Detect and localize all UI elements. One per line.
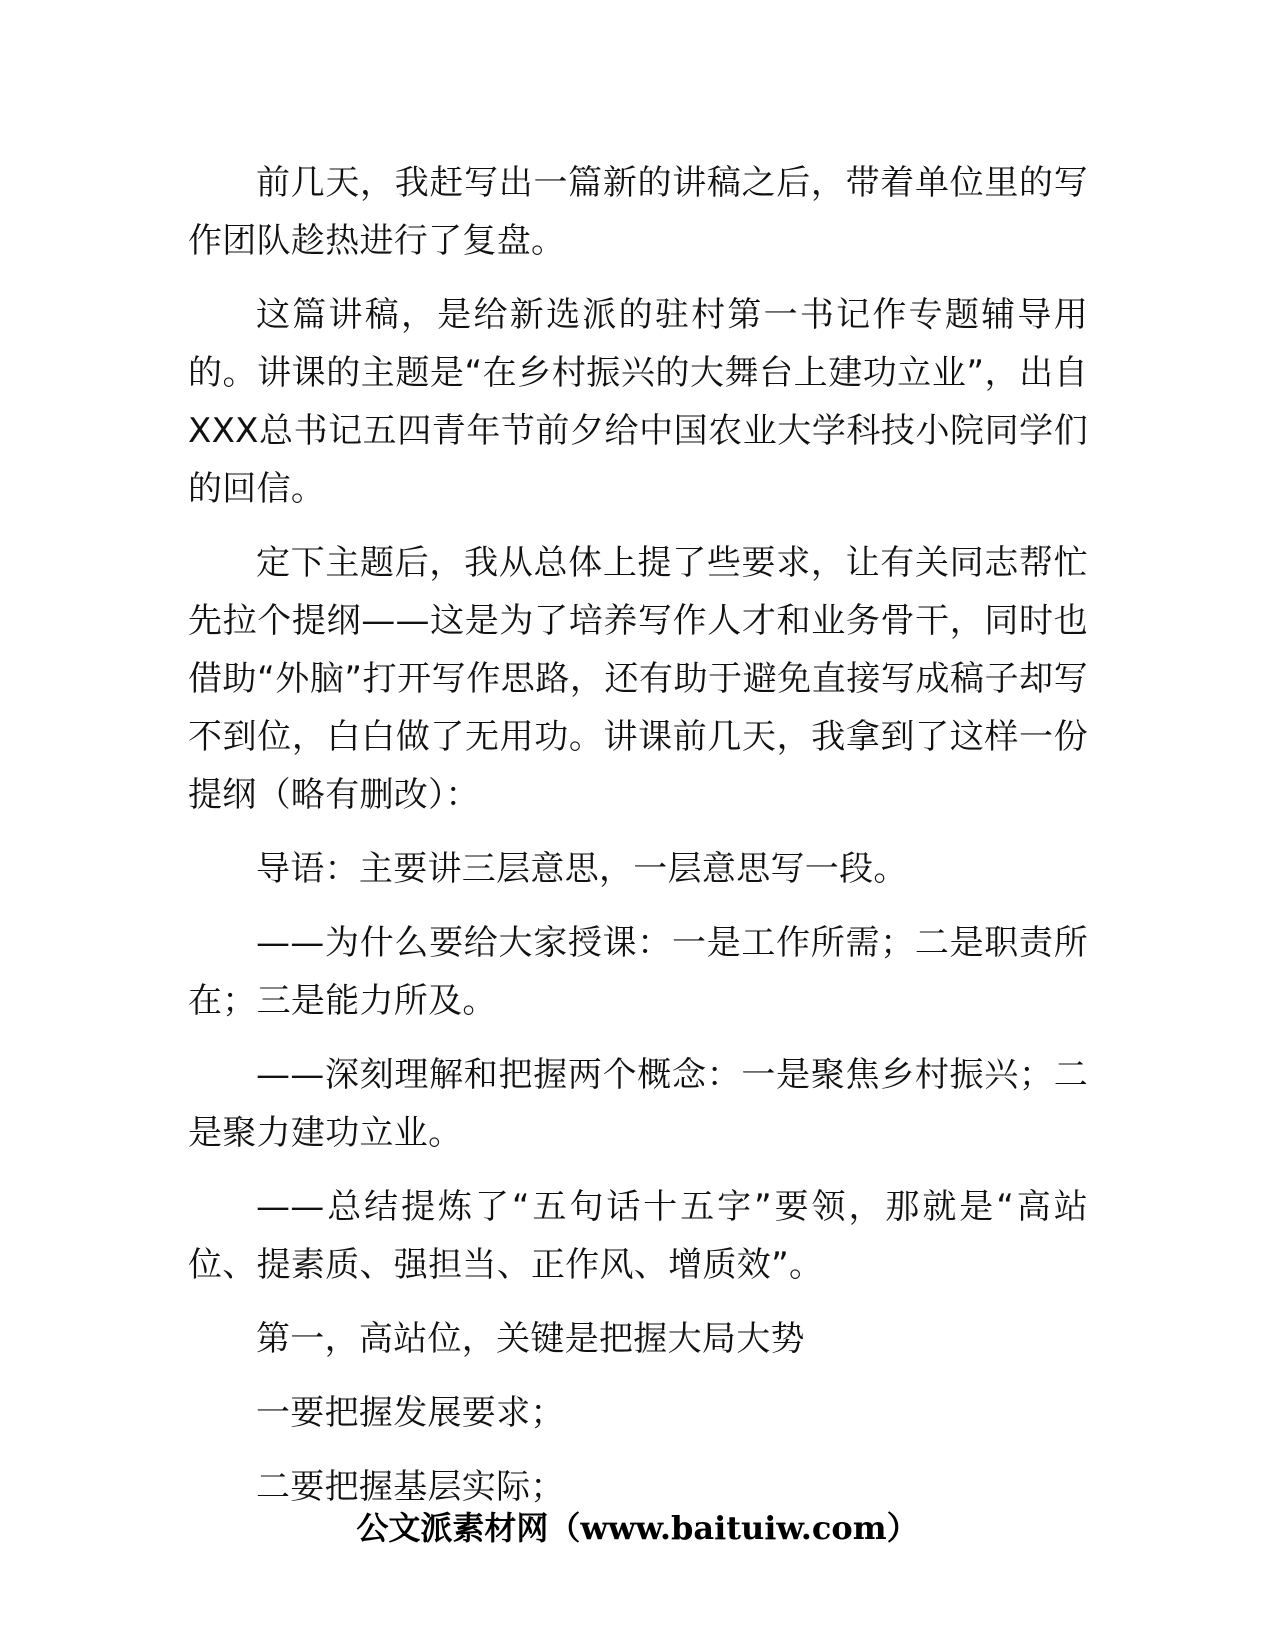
paragraph-outline-request: 定下主题后，我从总体上提了些要求，让有关同志帮忙先拉个提纲——这是为了培养写作人才和业务骨干，同时也借助“外脑”打开写作思路，还有助于避免直接写成稿子却写不到位，白白做了无用功。讲课前几天，我拿到了这样一份提纲（略有删改）： <box>188 543 1088 815</box>
footer-watermark: 公文派素材网（www.baituiw.com） <box>356 1509 919 1547</box>
paragraph-review-intro: 前几天，我赶写出一篇新的讲稿之后，带着单位里的写作团队趁热进行了复盘。 <box>188 163 1088 261</box>
paragraph-section-one-heading: 第一，高站位，关键是把握大局大势 <box>256 1319 805 1359</box>
paragraph-lead-in: 导语：主要讲三层意思，一层意思写一段。 <box>256 849 908 889</box>
paragraph-point-one: 一要把握发展要求； <box>256 1393 565 1433</box>
paragraph-two-concepts: ——深刻理解和把握两个概念：一是聚焦乡村振兴；二是聚力建功立业。 <box>188 1055 1088 1153</box>
paragraph-lecture-theme: 这篇讲稿，是给新选派的驻村第一书记作专题辅导用的。讲课的主题是“在乡村振兴的大舞台上建功立业”，出自XXX总书记五四青年节前夕给中国农业大学科技小院同学们的回信。 <box>188 295 1088 509</box>
paragraph-why-teach: ——为什么要给大家授课：一是工作所需；二是职责所在；三是能力所及。 <box>188 923 1088 1021</box>
document-body <box>188 154 1088 1532</box>
paragraph-point-two: 二要把握基层实际； <box>256 1467 565 1507</box>
paragraph-five-phrases: ——总结提炼了“五句话十五字”要领，那就是“高站位、提素质、强担当、正作风、增质效”。 <box>188 1187 1088 1285</box>
